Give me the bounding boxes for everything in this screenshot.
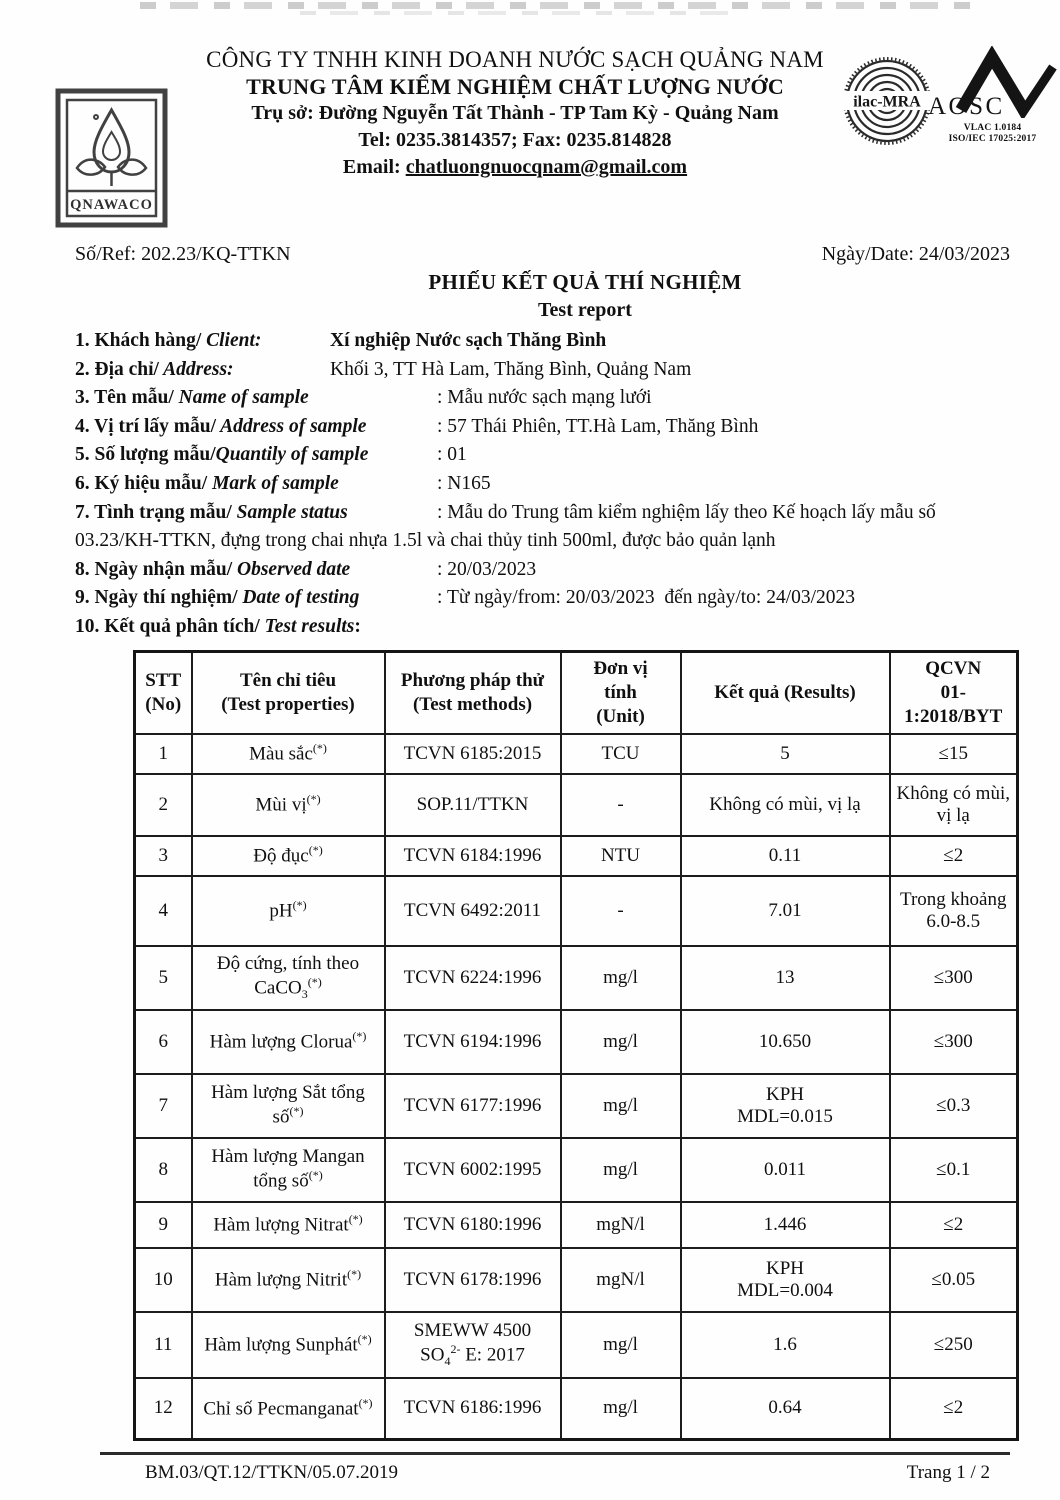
property-cell: Hàm lượng Sunphát(*) bbox=[192, 1312, 385, 1378]
method-cell: TCVN 6177:1996 bbox=[385, 1074, 561, 1138]
stt-cell: 7 bbox=[135, 1074, 192, 1138]
result-cell: 7.01 bbox=[681, 876, 890, 946]
info-value: : N165 bbox=[437, 472, 491, 494]
info-label: 1. Khách hàng/ Client: bbox=[75, 330, 262, 351]
table-row bbox=[135, 836, 1018, 876]
method-cell: TCVN 6194:1996 bbox=[385, 1010, 561, 1074]
info-list bbox=[75, 327, 1020, 642]
info-value: : 57 Thái Phiên, TT.Hà Lam, Thăng Bình bbox=[437, 415, 759, 437]
limit-cell: Trong khoảng 6.0-8.5 bbox=[890, 876, 1018, 946]
table-row bbox=[135, 774, 1018, 836]
results-table-body bbox=[135, 734, 1018, 1440]
unit-cell: mg/l bbox=[561, 946, 681, 1010]
stt-cell: 5 bbox=[135, 946, 192, 1010]
limit-cell: Không có mùi, vị lạ bbox=[890, 774, 1018, 836]
property-cell: Màu sắc(*) bbox=[192, 734, 385, 774]
info-label: 10. Kết quả phân tích/ Test results: bbox=[75, 615, 361, 637]
limit-cell: ≤2 bbox=[890, 836, 1018, 876]
aosc-label: AOSC bbox=[928, 93, 1005, 118]
unit-cell: - bbox=[561, 774, 681, 836]
method-cell: SMEWW 4500 $SO_4^{2-}$ E: 2017 bbox=[385, 1312, 561, 1378]
result-cell: Không có mùi, vị lạ bbox=[681, 774, 890, 836]
unit-cell: mg/l bbox=[561, 1138, 681, 1202]
table-row bbox=[135, 1312, 1018, 1378]
info-item bbox=[75, 613, 1020, 642]
property-cell: Mùi vị(*) bbox=[192, 774, 385, 836]
property-cell: Chỉ số Pecmanganat(*) bbox=[192, 1378, 385, 1440]
column-header: QCVN 01- 1:2018/BYT bbox=[890, 652, 1018, 734]
info-value: Xí nghiệp Nước sạch Thăng Bình bbox=[330, 330, 607, 351]
stt-cell: 11 bbox=[135, 1312, 192, 1378]
property-cell: Độ đục(*) bbox=[192, 836, 385, 876]
result-cell: 1.6 bbox=[681, 1312, 890, 1378]
ilac-mra-icon bbox=[843, 55, 931, 147]
stt-cell: 12 bbox=[135, 1378, 192, 1440]
unit-cell: mg/l bbox=[561, 1074, 681, 1138]
table-row bbox=[135, 1202, 1018, 1248]
table-row bbox=[135, 1074, 1018, 1138]
result-cell: 5 bbox=[681, 734, 890, 774]
limit-cell: ≤2 bbox=[890, 1202, 1018, 1248]
tel-fax: Tel: 0235.3814357; Fax: 0235.814828 bbox=[358, 129, 672, 151]
method-cell: TCVN 6186:1996 bbox=[385, 1378, 561, 1440]
column-header: Phương pháp thử (Test methods) bbox=[385, 652, 561, 734]
qnawaco-stamp-icon bbox=[55, 88, 168, 228]
table-row bbox=[135, 1138, 1018, 1202]
org-header bbox=[185, 46, 845, 181]
aosc-icon bbox=[925, 46, 1060, 118]
info-label: 8. Ngày nhận mẫu/ Observed date bbox=[75, 558, 351, 580]
ref-date-row bbox=[75, 243, 1010, 266]
info-item bbox=[75, 499, 1020, 556]
property-cell: Hàm lượng Clorua(*) bbox=[192, 1010, 385, 1074]
info-item bbox=[75, 327, 1020, 356]
unit-cell: mgN/l bbox=[561, 1202, 681, 1248]
property-cell: Hàm lượng Sắt tổng số(*) bbox=[192, 1074, 385, 1138]
limit-cell: ≤15 bbox=[890, 734, 1018, 774]
email-label: Email: bbox=[342, 156, 406, 178]
method-cell: SOP.11/TTKN bbox=[385, 774, 561, 836]
result-cell: KPH MDL=0.015 bbox=[681, 1074, 890, 1138]
page-subtitle: Test report bbox=[538, 299, 632, 321]
aosc-vlac: VLAC 1.0184 bbox=[963, 123, 1022, 133]
report-date: Ngày/Date: 24/03/2023 bbox=[821, 243, 1010, 265]
info-item bbox=[75, 556, 1020, 585]
unit-cell: mg/l bbox=[561, 1378, 681, 1440]
info-value: : 01 bbox=[437, 444, 467, 466]
unit-cell: mg/l bbox=[561, 1312, 681, 1378]
ref-number: Số/Ref: 202.23/KQ-TTKN bbox=[75, 243, 291, 265]
property-cell: Hàm lượng Nitrat(*) bbox=[192, 1202, 385, 1248]
results-header-row bbox=[135, 652, 1018, 734]
method-cell: TCVN 6180:1996 bbox=[385, 1202, 561, 1248]
method-cell: TCVN 6185:2015 bbox=[385, 734, 561, 774]
limit-cell: ≤2 bbox=[890, 1378, 1018, 1440]
table-row bbox=[135, 1248, 1018, 1312]
stt-cell: 2 bbox=[135, 774, 192, 836]
qnawaco-label: QNAWACO bbox=[70, 197, 153, 213]
stt-cell: 8 bbox=[135, 1138, 192, 1202]
info-label: 6. Ký hiệu mẫu/ Mark of sample bbox=[75, 472, 339, 494]
unit-cell: - bbox=[561, 876, 681, 946]
result-cell: 0.011 bbox=[681, 1138, 890, 1202]
ilac-mra-label: ilac-MRA bbox=[853, 93, 921, 111]
page-title: PHIẾU KẾT QUẢ THÍ NGHIỆM bbox=[428, 270, 742, 294]
footer bbox=[145, 1462, 990, 1484]
property-cell: pH(*) bbox=[192, 876, 385, 946]
result-cell: KPH MDL=0.004 bbox=[681, 1248, 890, 1312]
info-item bbox=[75, 441, 1020, 470]
company-name: CÔNG TY TNHH KINH DOANH NƯỚC SẠCH QUẢNG NAM bbox=[206, 47, 824, 72]
stt-cell: 3 bbox=[135, 836, 192, 876]
info-value: Khối 3, TT Hà Lam, Thăng Bình, Quảng Nam bbox=[330, 358, 692, 380]
aosc-iso: ISO/IEC 17025:2017 bbox=[948, 134, 1037, 144]
stt-cell: 6 bbox=[135, 1010, 192, 1074]
unit-cell: NTU bbox=[561, 836, 681, 876]
stt-cell: 1 bbox=[135, 734, 192, 774]
column-header: Tên chỉ tiêu (Test properties) bbox=[192, 652, 385, 734]
aosc-logo bbox=[925, 46, 1060, 145]
info-item bbox=[75, 470, 1020, 499]
stt-cell: 9 bbox=[135, 1202, 192, 1248]
info-item bbox=[75, 384, 1020, 413]
method-cell: TCVN 6184:1996 bbox=[385, 836, 561, 876]
limit-cell: ≤0.05 bbox=[890, 1248, 1018, 1312]
hq-address: Trụ sở: Đường Nguyễn Tất Thành - TP Tam Kỳ - Quảng Nam bbox=[251, 102, 779, 124]
footer-divider bbox=[100, 1452, 1010, 1455]
info-value: : Từ ngày/from: 20/03/2023 đến ngày/to: 24/03/2023 bbox=[437, 587, 856, 609]
unit-cell: mgN/l bbox=[561, 1248, 681, 1312]
method-cell: TCVN 6002:1995 bbox=[385, 1138, 561, 1202]
method-cell: TCVN 6178:1996 bbox=[385, 1248, 561, 1312]
result-cell: 1.446 bbox=[681, 1202, 890, 1248]
info-value: : 20/03/2023 bbox=[437, 558, 537, 580]
info-label: 3. Tên mẫu/ Name of sample bbox=[75, 387, 309, 409]
table-row bbox=[135, 734, 1018, 774]
info-label: 4. Vị trí lấy mẫu/ Address of sample bbox=[75, 415, 367, 437]
stt-cell: 4 bbox=[135, 876, 192, 946]
stt-cell: 10 bbox=[135, 1248, 192, 1312]
table-row bbox=[135, 946, 1018, 1010]
method-cell: TCVN 6492:2011 bbox=[385, 876, 561, 946]
footer-page-number: Trang 1 / 2 bbox=[906, 1462, 990, 1483]
result-cell: 0.11 bbox=[681, 836, 890, 876]
info-label: 2. Địa chỉ/ Address: bbox=[75, 358, 234, 380]
limit-cell: ≤300 bbox=[890, 946, 1018, 1010]
limit-cell: ≤300 bbox=[890, 1010, 1018, 1074]
table-row bbox=[135, 1378, 1018, 1440]
footer-doc-code: BM.03/QT.12/TTKN/05.07.2019 bbox=[145, 1462, 398, 1483]
unit-cell: TCU bbox=[561, 734, 681, 774]
scan-artifact bbox=[300, 11, 730, 15]
unit-cell: mg/l bbox=[561, 1010, 681, 1074]
center-name: TRUNG TÂM KIỂM NGHIỆM CHẤT LƯỢNG NƯỚC bbox=[246, 74, 784, 99]
info-item bbox=[75, 584, 1020, 613]
column-header: STT (No) bbox=[135, 652, 192, 734]
info-label: 7. Tình trạng mẫu/ Sample status bbox=[75, 501, 348, 523]
table-row bbox=[135, 876, 1018, 946]
results-table-wrap bbox=[133, 650, 1019, 1441]
column-header: Đơn vị tính (Unit) bbox=[561, 652, 681, 734]
email-line bbox=[185, 154, 845, 181]
info-item bbox=[75, 413, 1020, 442]
email-address: chatluongnuocqnam@gmail.com bbox=[405, 156, 688, 178]
info-label: 5. Số lượng mẫu/Quantily of sample bbox=[75, 444, 369, 466]
info-item bbox=[75, 356, 1020, 385]
results-table bbox=[133, 650, 1019, 1441]
info-value: : Mẫu do Trung tâm kiểm nghiệm lấy theo Kế hoạch lấy mẫu số 03.23/KH-TTKN, đựng trong chai nhựa 1.5l và chai thủy tinh 500ml, được bảo quản lạnh bbox=[75, 501, 936, 552]
qnawaco-logo bbox=[55, 88, 168, 233]
result-cell: 13 bbox=[681, 946, 890, 1010]
table-row bbox=[135, 1010, 1018, 1074]
info-value: : Mẫu nước sạch mạng lưới bbox=[437, 387, 652, 409]
method-cell: TCVN 6224:1996 bbox=[385, 946, 561, 1010]
property-cell: Độ cứng, tính theo CaCO$_3$(*) bbox=[192, 946, 385, 1010]
scan-artifact bbox=[140, 2, 980, 9]
property-cell: Hàm lượng Nitrit(*) bbox=[192, 1248, 385, 1312]
property-cell: Hàm lượng Mangan tổng số(*) bbox=[192, 1138, 385, 1202]
info-label: 9. Ngày thí nghiệm/ Date of testing bbox=[75, 587, 360, 609]
limit-cell: ≤0.3 bbox=[890, 1074, 1018, 1138]
limit-cell: ≤250 bbox=[890, 1312, 1018, 1378]
result-cell: 0.64 bbox=[681, 1378, 890, 1440]
result-cell: 10.650 bbox=[681, 1010, 890, 1074]
ilac-mra-logo bbox=[843, 55, 931, 152]
limit-cell: ≤0.1 bbox=[890, 1138, 1018, 1202]
column-header: Kết quả (Results) bbox=[681, 652, 890, 734]
